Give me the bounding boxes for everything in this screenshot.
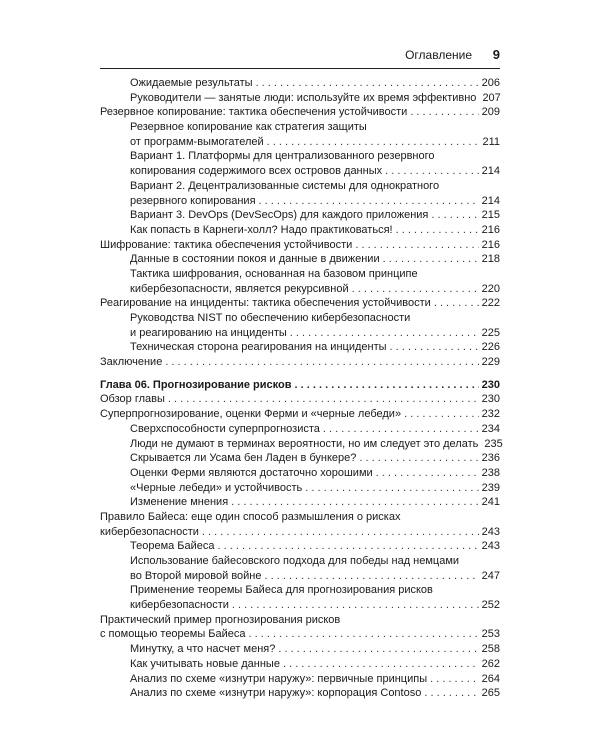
toc-page-number: 253 [481, 628, 500, 641]
toc-page-number: 216 [481, 223, 500, 236]
toc-line [130, 194, 500, 209]
toc-line [130, 437, 503, 452]
toc-entry-title: Руководители — занятые люди: используйте их время эффективно [130, 91, 477, 104]
toc-line [130, 135, 500, 150]
dot-leader [168, 392, 479, 407]
toc-subsection-entry[interactable] [100, 539, 500, 554]
toc-page-number: 214 [481, 165, 500, 178]
dot-leader [390, 340, 479, 355]
toc-subsection-entry[interactable] [100, 267, 500, 296]
toc-page-number: 206 [481, 77, 500, 89]
dot-leader [249, 627, 479, 642]
toc-page-number: 215 [481, 209, 500, 222]
toc-page-number: 238 [481, 466, 500, 479]
toc-subsection-entry[interactable] [100, 179, 500, 208]
table-of-contents [100, 76, 503, 701]
page-number: 9 [492, 47, 500, 62]
toc-page-number: 235 [484, 437, 503, 450]
toc-subsection-entry[interactable] [100, 466, 500, 481]
toc-entry-title: Ожидаемые результаты [130, 77, 253, 89]
toc-line [130, 466, 500, 481]
toc-entry-title: Изменение мнения [130, 496, 229, 509]
toc-page-number: 218 [481, 253, 500, 266]
toc-line [100, 627, 500, 642]
toc-line [130, 223, 500, 238]
toc-entry-title: Анализ по схеме «изнутри наружу»: корпорация Contoso [130, 687, 422, 700]
toc-line [130, 481, 500, 496]
toc-entry-title: Сверхспособности суперпрогнозиста [130, 422, 320, 435]
toc-subsection-entry[interactable] [100, 223, 500, 238]
toc-subsection-entry[interactable] [100, 495, 500, 510]
toc-entry-title: Использование байесовского подхода для победы над немцами [130, 555, 460, 567]
toc-entry-title: кибербезопасности, является рекурсивной [130, 282, 349, 295]
toc-page-number: 243 [481, 525, 500, 538]
toc-subsection-entry[interactable] [100, 422, 500, 437]
toc-line [100, 613, 500, 628]
toc-entry-title: Глава 06. Прогнозирование рисков [100, 378, 292, 391]
toc-line [100, 378, 500, 393]
toc-subsection-entry[interactable] [100, 149, 500, 178]
toc-line [100, 407, 500, 422]
toc-entry-title: Правило Байеса: еще один способ размышления о рисках [100, 510, 401, 523]
toc-section-entry[interactable] [100, 613, 500, 642]
toc-line [130, 422, 500, 437]
toc-subsection-entry[interactable] [100, 686, 500, 701]
toc-line [130, 326, 500, 341]
dot-leader [323, 422, 479, 437]
toc-line [130, 495, 500, 510]
toc-line [130, 672, 500, 687]
dot-leader [290, 326, 479, 341]
toc-line [130, 252, 500, 267]
dot-leader [295, 378, 479, 393]
toc-page-number: 236 [481, 452, 500, 465]
toc-entry-title: Заключение [100, 356, 163, 369]
toc-line [100, 296, 500, 311]
toc-line [130, 657, 500, 672]
dot-leader [404, 407, 479, 422]
toc-entry-title: и реагированию на инциденты [130, 326, 287, 339]
toc-entry-title: копирования содержимого всех островов данных [130, 165, 383, 178]
toc-entry-title: Практический пример прогнозирования рисков [100, 613, 341, 626]
dot-leader [355, 238, 478, 253]
dot-leader [202, 525, 479, 540]
header-title: Оглавление [405, 48, 472, 62]
dot-leader [267, 135, 479, 150]
dot-leader [424, 686, 478, 701]
toc-line [130, 340, 500, 355]
toc-entry-title: Скрывается ли Усама бен Ладен в бункере? [130, 452, 357, 465]
toc-entry-title: Как попасть в Карнеги-холл? Надо практиковаться! [130, 223, 393, 236]
toc-line [130, 267, 500, 282]
toc-subsection-entry[interactable] [100, 583, 500, 612]
dot-leader [283, 657, 479, 672]
header-rule [100, 68, 500, 69]
toc-entry-title: Суперпрогнозирование, оценки Ферми и «черные лебеди» [100, 408, 402, 421]
toc-subsection-entry[interactable] [100, 340, 500, 355]
toc-entry-title: Минутку, а что насчет меня? [130, 643, 276, 656]
toc-page-number: 222 [481, 297, 500, 310]
toc-page-number: 207 [482, 91, 501, 104]
toc-line [100, 392, 500, 407]
dot-leader [278, 642, 478, 657]
toc-page-number: 214 [481, 194, 500, 207]
dot-leader [259, 194, 479, 209]
toc-page-number: 211 [482, 135, 500, 148]
toc-entry-title: Оценки Ферми являются достаточно хорошими [130, 466, 373, 479]
toc-subsection-entry[interactable] [100, 311, 500, 340]
toc-entry-title: Техническая сторона реагирования на инциденты [130, 341, 387, 354]
toc-subsection-entry[interactable] [100, 437, 503, 452]
toc-page-number: 232 [481, 408, 500, 421]
toc-page-number: 239 [481, 481, 500, 494]
toc-section-entry[interactable] [100, 355, 500, 370]
toc-subsection-entry[interactable] [100, 657, 500, 672]
toc-page-number: 225 [481, 326, 500, 339]
toc-entry-title: от программ-вымогателей [130, 135, 264, 148]
dot-leader [396, 223, 479, 238]
toc-page-number: 265 [481, 687, 500, 700]
dot-leader [165, 355, 478, 370]
toc-entry-title: Тактика шифрования, основанная на базовом принципе [130, 267, 418, 280]
toc-page-number: 252 [481, 599, 500, 612]
toc-entry-title: Применение теоремы Байеса для прогнозирования рисков [130, 584, 433, 597]
toc-line [130, 282, 500, 297]
toc-page-number: 229 [481, 356, 500, 369]
toc-subsection-entry[interactable] [100, 120, 500, 149]
toc-line [130, 311, 500, 326]
chapter-gap [100, 370, 500, 378]
toc-entry-title: Вариант 2. Децентрализованные системы для однократного [130, 179, 440, 192]
dot-leader [256, 76, 479, 91]
toc-line [100, 525, 500, 540]
toc-page-number: 262 [481, 657, 500, 670]
toc-page-number: 230 [481, 393, 500, 406]
toc-page-number: 243 [481, 540, 500, 553]
toc-subsection-entry[interactable] [100, 672, 500, 687]
toc-line [100, 355, 500, 370]
toc-page-number: 216 [481, 238, 500, 251]
toc-page-number: 226 [481, 341, 500, 354]
toc-line [130, 451, 500, 466]
dot-leader [265, 569, 479, 584]
toc-entry-title: Руководства NIST по обеспечению кибербезопасности [130, 312, 411, 324]
toc-line [130, 686, 500, 701]
toc-subsection-entry[interactable] [100, 91, 500, 106]
toc-line [100, 510, 500, 525]
toc-entry-title: Реагирование на инциденты: тактика обеспечения устойчивости [100, 297, 431, 310]
toc-section-entry[interactable] [100, 510, 500, 539]
toc-entry-title: во Второй мировой войне [130, 569, 262, 582]
toc-entry-title: Резервное копирование как стратегия защиты [130, 121, 367, 134]
dot-leader [305, 481, 478, 496]
toc-line [130, 91, 500, 106]
toc-page-number: 220 [481, 282, 500, 295]
dot-leader [376, 466, 479, 481]
toc-entry-title: резервного копирования [130, 194, 256, 207]
toc-entry-title: Вариант 1. Платформы для централизованного резервного [130, 150, 435, 163]
dot-leader [218, 539, 479, 554]
dot-leader [359, 451, 478, 466]
toc-page-number: 209 [481, 106, 500, 119]
toc-entry-title: «Черные лебеди» и устойчивость [130, 481, 303, 494]
toc-subsection-entry[interactable] [100, 642, 500, 657]
toc-section-entry[interactable] [100, 392, 500, 407]
toc-subsection-entry[interactable] [100, 481, 500, 496]
dot-leader [410, 105, 478, 120]
toc-line [130, 583, 500, 598]
toc-entry-title: кибербезопасности [130, 599, 229, 612]
toc-line [130, 164, 500, 179]
toc-line [130, 120, 500, 135]
toc-section-entry[interactable] [100, 407, 500, 422]
toc-entry-title: Люди не думают в терминах вероятности, но им следует это делать [130, 437, 479, 450]
toc-entry-title: Шифрование: тактика обеспечения устойчивости [100, 238, 353, 251]
toc-section-entry[interactable] [100, 296, 500, 311]
toc-line [130, 179, 500, 194]
toc-subsection-entry[interactable] [100, 208, 500, 223]
toc-entry-title: с помощью теоремы Байеса [100, 628, 246, 641]
toc-section-entry[interactable] [100, 238, 500, 253]
toc-page-number: 247 [481, 569, 500, 582]
toc-section-entry[interactable] [100, 105, 500, 120]
dot-leader [430, 672, 479, 687]
toc-entry-title: Как учитывать новые данные [130, 657, 280, 670]
toc-subsection-entry[interactable] [100, 451, 500, 466]
toc-page-number: 234 [481, 422, 500, 435]
toc-page-number: 241 [481, 496, 500, 509]
toc-line [130, 598, 500, 613]
toc-subsection-entry[interactable] [100, 554, 500, 583]
toc-line [130, 569, 500, 584]
dot-leader [231, 495, 478, 510]
toc-line [100, 105, 500, 120]
toc-line [130, 554, 500, 569]
toc-entry-title: Данные в состоянии покоя и данные в движении [130, 253, 380, 266]
toc-chapter-entry[interactable] [100, 378, 500, 393]
toc-line [130, 149, 500, 164]
toc-entry-title: Теорема Байеса [130, 540, 215, 553]
dot-leader [232, 598, 479, 613]
toc-entry-title: кибербезопасности [100, 525, 199, 538]
toc-entry-title: Резервное копирование: тактика обеспечения устойчивости [100, 106, 408, 119]
toc-entry-title: Анализ по схеме «изнутри наружу»: первичные принципы [130, 672, 428, 685]
toc-line [130, 539, 500, 554]
toc-entry-title: Обзор главы [100, 393, 165, 406]
dot-leader [434, 296, 479, 311]
toc-entry-title: Вариант 3. DevOps (DevSecOps) для каждого приложения [130, 209, 429, 222]
toc-line [100, 238, 500, 253]
dot-leader [431, 208, 478, 223]
dot-leader [383, 252, 479, 267]
toc-page-number: 258 [481, 643, 500, 656]
toc-page-number: 230 [481, 378, 500, 391]
toc-line [130, 642, 500, 657]
toc-subsection-entry[interactable] [100, 252, 500, 267]
dot-leader [352, 282, 479, 297]
dot-leader [385, 164, 479, 179]
toc-subsection-entry[interactable] [100, 76, 500, 91]
running-header [100, 48, 500, 66]
toc-line [130, 208, 500, 223]
toc-line [130, 76, 500, 91]
toc-page-number: 264 [481, 672, 500, 685]
